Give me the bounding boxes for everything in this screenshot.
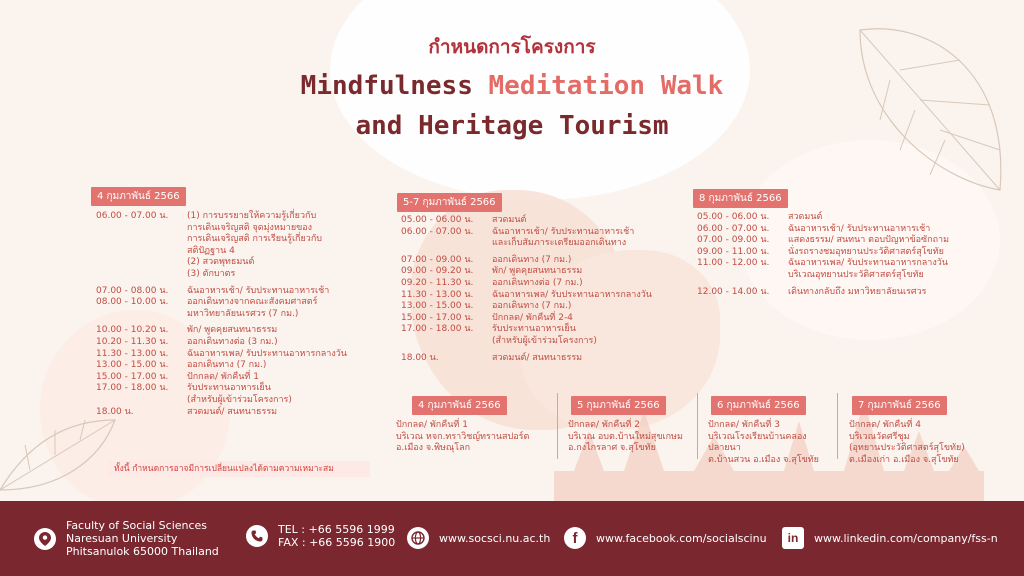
schedule-time: 10.20 - 11.30 น. — [96, 336, 169, 347]
schedule-activity: ฉันอาหารเช้า/ รับประทานอาหารเช้า — [788, 223, 931, 234]
schedule-activity: ปักกลด/ พักคืนที่ 1 — [187, 371, 259, 382]
schedule-time: 13.00 - 15.00 น. — [401, 301, 474, 312]
schedule-time: 13.00 - 15.00 น. — [96, 360, 169, 371]
schedule-activity: นั่งรถรางชมอุทยานประวัติศาสตร์สุโขทัย — [788, 246, 944, 257]
stop-card: ปักกลด/ พักคืนที่ 2 บริเวณ อบต.บ้านใหม่สุขเกษม อ.กงไกรลาศ จ.สุโขทัย — [568, 420, 683, 454]
schedule-activity: ออกเดินทางต่อ (7 กม.) — [492, 277, 583, 288]
phone-text: TEL : +66 5596 1999 FAX : +66 5596 1900 — [278, 523, 396, 549]
footer — [0, 501, 1024, 576]
schedule-activity: ฉันอาหารเพล/ รับประทานอาหารกลางวัน — [187, 348, 347, 359]
schedule-activity: ออกเดินทางต่อ (3 กม.) — [187, 336, 278, 347]
schedule-activity: พัก/ พูดคุยสนทนาธรรม — [187, 325, 278, 336]
schedule-day1 — [96, 211, 376, 418]
schedule-activity: ฉันอาหารเพล/ รับประทานอาหารกลางวัน บริเวณอุทยานประวัติศาสตร์สุโขทัย — [788, 258, 948, 280]
schedule-activity: สวดมนต์/ สนทนาธรรม — [187, 406, 278, 417]
schedule-row — [697, 258, 997, 281]
schedule-activity: รับประทานอาหารเย็น (สำหรับผู้เข้าร่วมโครงการ) — [492, 324, 597, 346]
schedule-row — [401, 227, 701, 250]
title-part: Mindfulness — [300, 71, 489, 101]
schedule-row — [96, 360, 376, 372]
stop-date-badge: 6 กุมภาพันธ์ 2566 — [711, 396, 806, 415]
schedule-day5 — [697, 212, 997, 298]
schedule-time: 12.00 - 14.00 น. — [697, 286, 770, 297]
schedule-activity: สวดมนต์/ สนทนาธรรม — [492, 352, 583, 363]
schedule-time: 07.00 - 08.00 น. — [96, 285, 169, 296]
schedule-row — [401, 313, 701, 325]
schedule-time: 15.00 - 17.00 น. — [96, 371, 169, 382]
schedule-note: ทั้งนี้ กำหนดการอาจมีการเปลี่ยนแปลงได้ตามความเหมาะสม — [108, 461, 370, 477]
schedule-row — [96, 383, 376, 406]
schedule-time: 18.00 น. — [96, 406, 134, 417]
schedule-time: 17.00 - 18.00 น. — [401, 324, 474, 335]
schedule-activity: พัก/ พูดคุยสนทนาธรรม — [492, 266, 583, 277]
schedule-activity: ฉันอาหารเช้า/ รับประทานอาหารเช้า — [187, 285, 330, 296]
page-title — [0, 66, 1024, 146]
schedule-time: 05.00 - 06.00 น. — [401, 215, 474, 225]
schedule-time: 10.00 - 10.20 น. — [96, 325, 169, 336]
stop-card: ปักกลด/ พักคืนที่ 4 บริเวณวัดศรีชุม (อุทยานประวัติศาสตร์สุโขทัย) ต.เมืองเก่า อ.เมือง จ.สุโขทัย — [849, 420, 965, 465]
schedule-row — [96, 297, 376, 320]
schedule-time: 09.00 - 11.00 น. — [697, 246, 770, 257]
stop-date-badge: 7 กุมภาพันธ์ 2566 — [852, 396, 947, 415]
schedule-row — [96, 337, 376, 349]
schedule-row — [401, 290, 701, 302]
schedule-activity: ฉันอาหารเช้า/ รับประทานอาหารเช้า และเก็บสัมภาระเตรียมออกเดินทาง — [492, 226, 635, 249]
schedule-row — [401, 255, 701, 267]
date-badge: 4 กุมภาพันธ์ 2566 — [91, 187, 186, 206]
schedule-activity: ฉันอาหารเพล/ รับประทานอาหารกลางวัน — [492, 289, 652, 300]
schedule-activity: รับประทานอาหารเย็น (สำหรับผู้เข้าร่วมโครงการ) — [187, 383, 292, 405]
location-pin-icon — [34, 528, 56, 550]
date-badge: 5-7 กุมภาพันธ์ 2566 — [397, 193, 502, 212]
schedule-time: 17.00 - 18.00 น. — [96, 383, 169, 394]
schedule-time: 06.00 - 07.00 น. — [96, 211, 169, 221]
schedule-activity: สวดมนต์ — [492, 215, 527, 225]
schedule-row — [401, 278, 701, 290]
schedule-row — [697, 247, 997, 259]
stop-card: ปักกลด/ พักคืนที่ 3 บริเวณโรงเรียนบ้านคลองปลายนา ต.บ้านสวน อ.เมือง จ.สุโขทัย — [708, 420, 819, 465]
schedule-activity: (1) การบรรยายให้ความรู้เกี่ยวกับ การเดินเจริญสติ จุดมุ่งหมายของ การเดินเจริญสติ การเรียนรู้เกี่ยวกับ สติปัฏฐาน 4 (2) สวดพุทธมนต์ (3) ตักบาตร — [187, 211, 322, 279]
schedule-activity: ปักกลด/ พักคืนที่ 2-4 — [492, 312, 573, 323]
schedule-time: 11.30 - 13.00 น. — [96, 348, 169, 359]
linkedin-link[interactable]: www.linkedin.com/company/fss-n — [814, 531, 998, 545]
schedule-time: 18.00 น. — [401, 352, 439, 363]
schedule-time: 11.30 - 13.00 น. — [401, 289, 474, 300]
schedule-row — [96, 286, 376, 298]
schedule-time: 08.00 - 10.00 น. — [96, 297, 169, 308]
address-text: Faculty of Social Sciences Naresuan University Phitsanulok 65000 Thailand — [66, 519, 219, 558]
schedule-row — [96, 325, 376, 337]
divider — [697, 393, 698, 459]
globe-icon — [407, 527, 429, 549]
schedule-time: 06.00 - 07.00 น. — [697, 223, 770, 234]
schedule-activity: ออกเดินทางจากคณะสังคมศาสตร์ มหาวิทยาลัยนเรศวร (7 กม.) — [187, 297, 318, 319]
schedule-time: 15.00 - 17.00 น. — [401, 312, 474, 323]
schedule-time: 06.00 - 07.00 น. — [401, 226, 474, 237]
schedule-time: 09.00 - 09.20 น. — [401, 266, 474, 277]
schedule-time: 11.00 - 12.00 น. — [697, 258, 770, 269]
divider — [557, 393, 558, 459]
schedule-activity: สวดมนต์ — [788, 212, 823, 222]
facebook-link[interactable]: www.facebook.com/socialscinu — [596, 531, 767, 545]
schedule-row — [401, 215, 701, 227]
schedule-row — [401, 301, 701, 313]
schedule-row — [96, 211, 376, 281]
schedule-activity: ออกเดินทาง (7 กม.) — [187, 360, 267, 371]
schedule-activity: แสดงธรรม/ สนทนา ตอบปัญหาข้อซักถาม — [788, 235, 950, 246]
schedule-row — [96, 372, 376, 384]
title-highlight: Meditation Walk — [488, 71, 724, 101]
linkedin-icon: in — [782, 527, 804, 549]
schedule-time: 07.00 - 09.00 น. — [697, 235, 770, 246]
schedule-row — [697, 224, 997, 236]
schedule-row — [96, 349, 376, 361]
title-line2: and Heritage Tourism — [355, 111, 669, 141]
schedule-row — [96, 407, 376, 419]
schedule-row — [697, 287, 997, 299]
schedule-activity: ออกเดินทาง (7 กม.) — [492, 301, 572, 312]
schedule-row — [401, 353, 701, 365]
phone-icon — [246, 525, 268, 547]
stop-card: ปักกลด/ พักคืนที่ 1 บริเวณ หจก.ทราวิชญ์ทรานสปอร์ต อ.เมือง จ.พิษณุโลก — [396, 420, 530, 454]
schedule-activity: ออกเดินทาง (7 กม.) — [492, 254, 572, 265]
stop-date-badge: 4 กุมภาพันธ์ 2566 — [412, 396, 507, 415]
page-subtitle: กำหนดการโครงการ — [428, 36, 596, 58]
schedule-row — [697, 235, 997, 247]
schedule-row — [401, 324, 701, 347]
stop-date-badge: 5 กุมภาพันธ์ 2566 — [571, 396, 666, 415]
schedule-days2-4 — [401, 215, 701, 364]
schedule-row — [697, 212, 997, 224]
website-link[interactable]: www.socsci.nu.ac.th — [439, 531, 551, 545]
facebook-icon: f — [564, 527, 586, 549]
divider — [837, 393, 838, 459]
schedule-row — [401, 266, 701, 278]
schedule-time: 07.00 - 09.00 น. — [401, 254, 474, 265]
schedule-activity: เดินทางกลับถึง มหาวิทยาลัยนเรศวร — [788, 286, 927, 297]
date-badge: 8 กุมภาพันธ์ 2566 — [693, 189, 788, 208]
schedule-time: 09.20 - 11.30 น. — [401, 277, 474, 288]
schedule-time: 05.00 - 06.00 น. — [697, 212, 770, 222]
